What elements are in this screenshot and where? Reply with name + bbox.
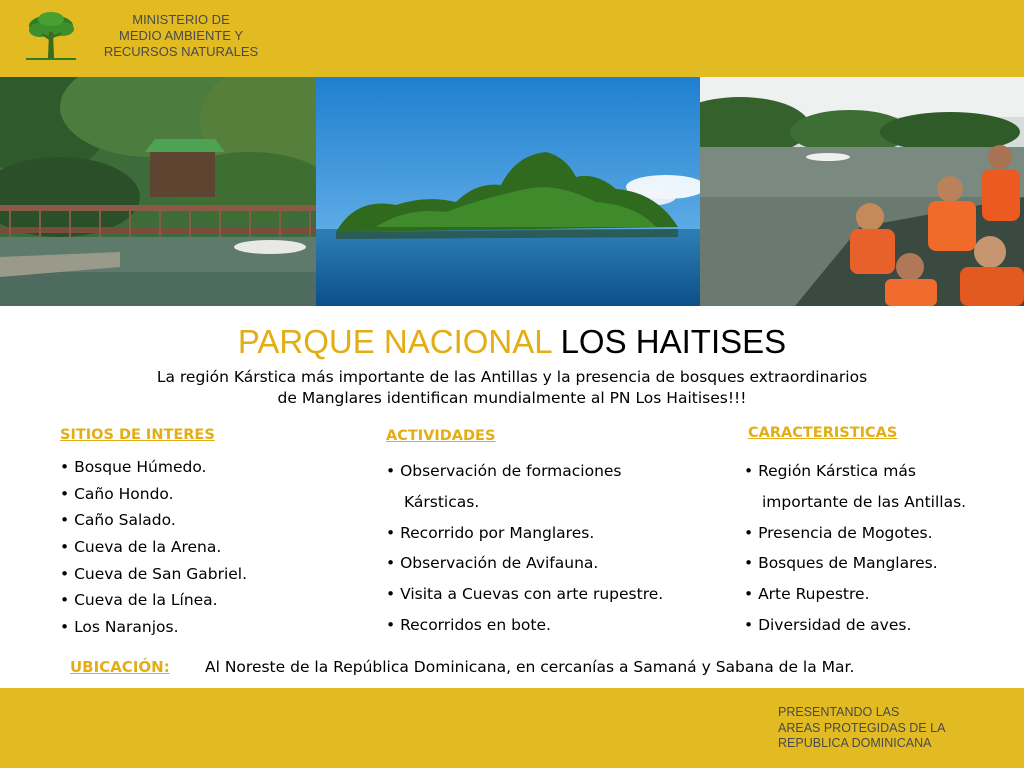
actividades-list	[386, 456, 663, 641]
list-item: • Cueva de la Arena.	[60, 538, 222, 557]
list-item: Kársticas.	[404, 492, 480, 511]
title-part-park: PARQUE NACIONAL	[237, 323, 552, 360]
list-item: • Recorridos en bote.	[386, 615, 551, 634]
caracteristicas-list	[744, 456, 966, 641]
karst-island-photo	[316, 77, 700, 306]
mangrove-boardwalk-photo	[0, 77, 316, 306]
footer-line: REPUBLICA DOMINICANA	[778, 736, 932, 750]
list-item: • Bosques de Manglares.	[744, 554, 938, 573]
list-item: • Visita a Cuevas con arte rupestre.	[386, 585, 664, 604]
footer-line: PRESENTANDO LAS	[778, 705, 900, 719]
list-item: • Arte Rupestre.	[744, 585, 870, 604]
sitios-heading: SITIOS DE INTERES	[60, 427, 215, 443]
list-item: • Cueva de San Gabriel.	[60, 564, 248, 583]
footer-line: AREAS PROTEGIDAS DE LA	[778, 720, 946, 735]
ministry-line: MINISTERIO DE	[132, 12, 230, 27]
list-item: • Presencia de Mogotes.	[744, 523, 933, 542]
boat-tour-photo	[700, 77, 1024, 306]
list-item: • Caño Salado.	[60, 511, 176, 530]
actividades-heading: ACTIVIDADES	[386, 428, 496, 444]
page-title	[0, 322, 1024, 362]
list-item: • Observación de Avifauna.	[386, 554, 599, 573]
tree-icon	[24, 10, 78, 62]
ministry-line: RECURSOS NATURALES	[103, 44, 259, 59]
list-item: • Región Kárstica más	[744, 462, 916, 480]
footer-text	[778, 705, 945, 752]
subtitle-text: La región Kárstica más importante de las Antillas y la presencia de bosques extraordinarios de Manglares identifican mundialmente al PN Los Haitises!!!	[156, 368, 868, 407]
sitios-list	[60, 454, 247, 641]
list-item: • Bosque Húmedo.	[60, 458, 207, 476]
list-item: • Diversidad de aves.	[744, 615, 912, 634]
title-part-name: LOS HAITISES	[560, 323, 787, 360]
list-item: importante de las Antillas.	[762, 492, 967, 511]
ubicacion-label: UBICACIÓN:	[70, 658, 170, 676]
list-item: • Los Naranjos.	[60, 618, 179, 637]
caracteristicas-heading: CARACTERISTICAS	[748, 425, 898, 441]
list-item: • Cueva de la Línea.	[60, 591, 218, 610]
ministry-line: MEDIO AMBIENTE Y	[118, 28, 243, 43]
list-item: • Observación de formaciones	[386, 462, 622, 480]
ubicacion-text: Al Noreste de la República Dominicana, en cercanías a Samaná y Sabana de la Mar.	[205, 658, 855, 676]
list-item: • Caño Hondo.	[60, 484, 174, 503]
ministry-name	[90, 12, 272, 60]
list-item: • Recorrido por Manglares.	[386, 523, 595, 542]
